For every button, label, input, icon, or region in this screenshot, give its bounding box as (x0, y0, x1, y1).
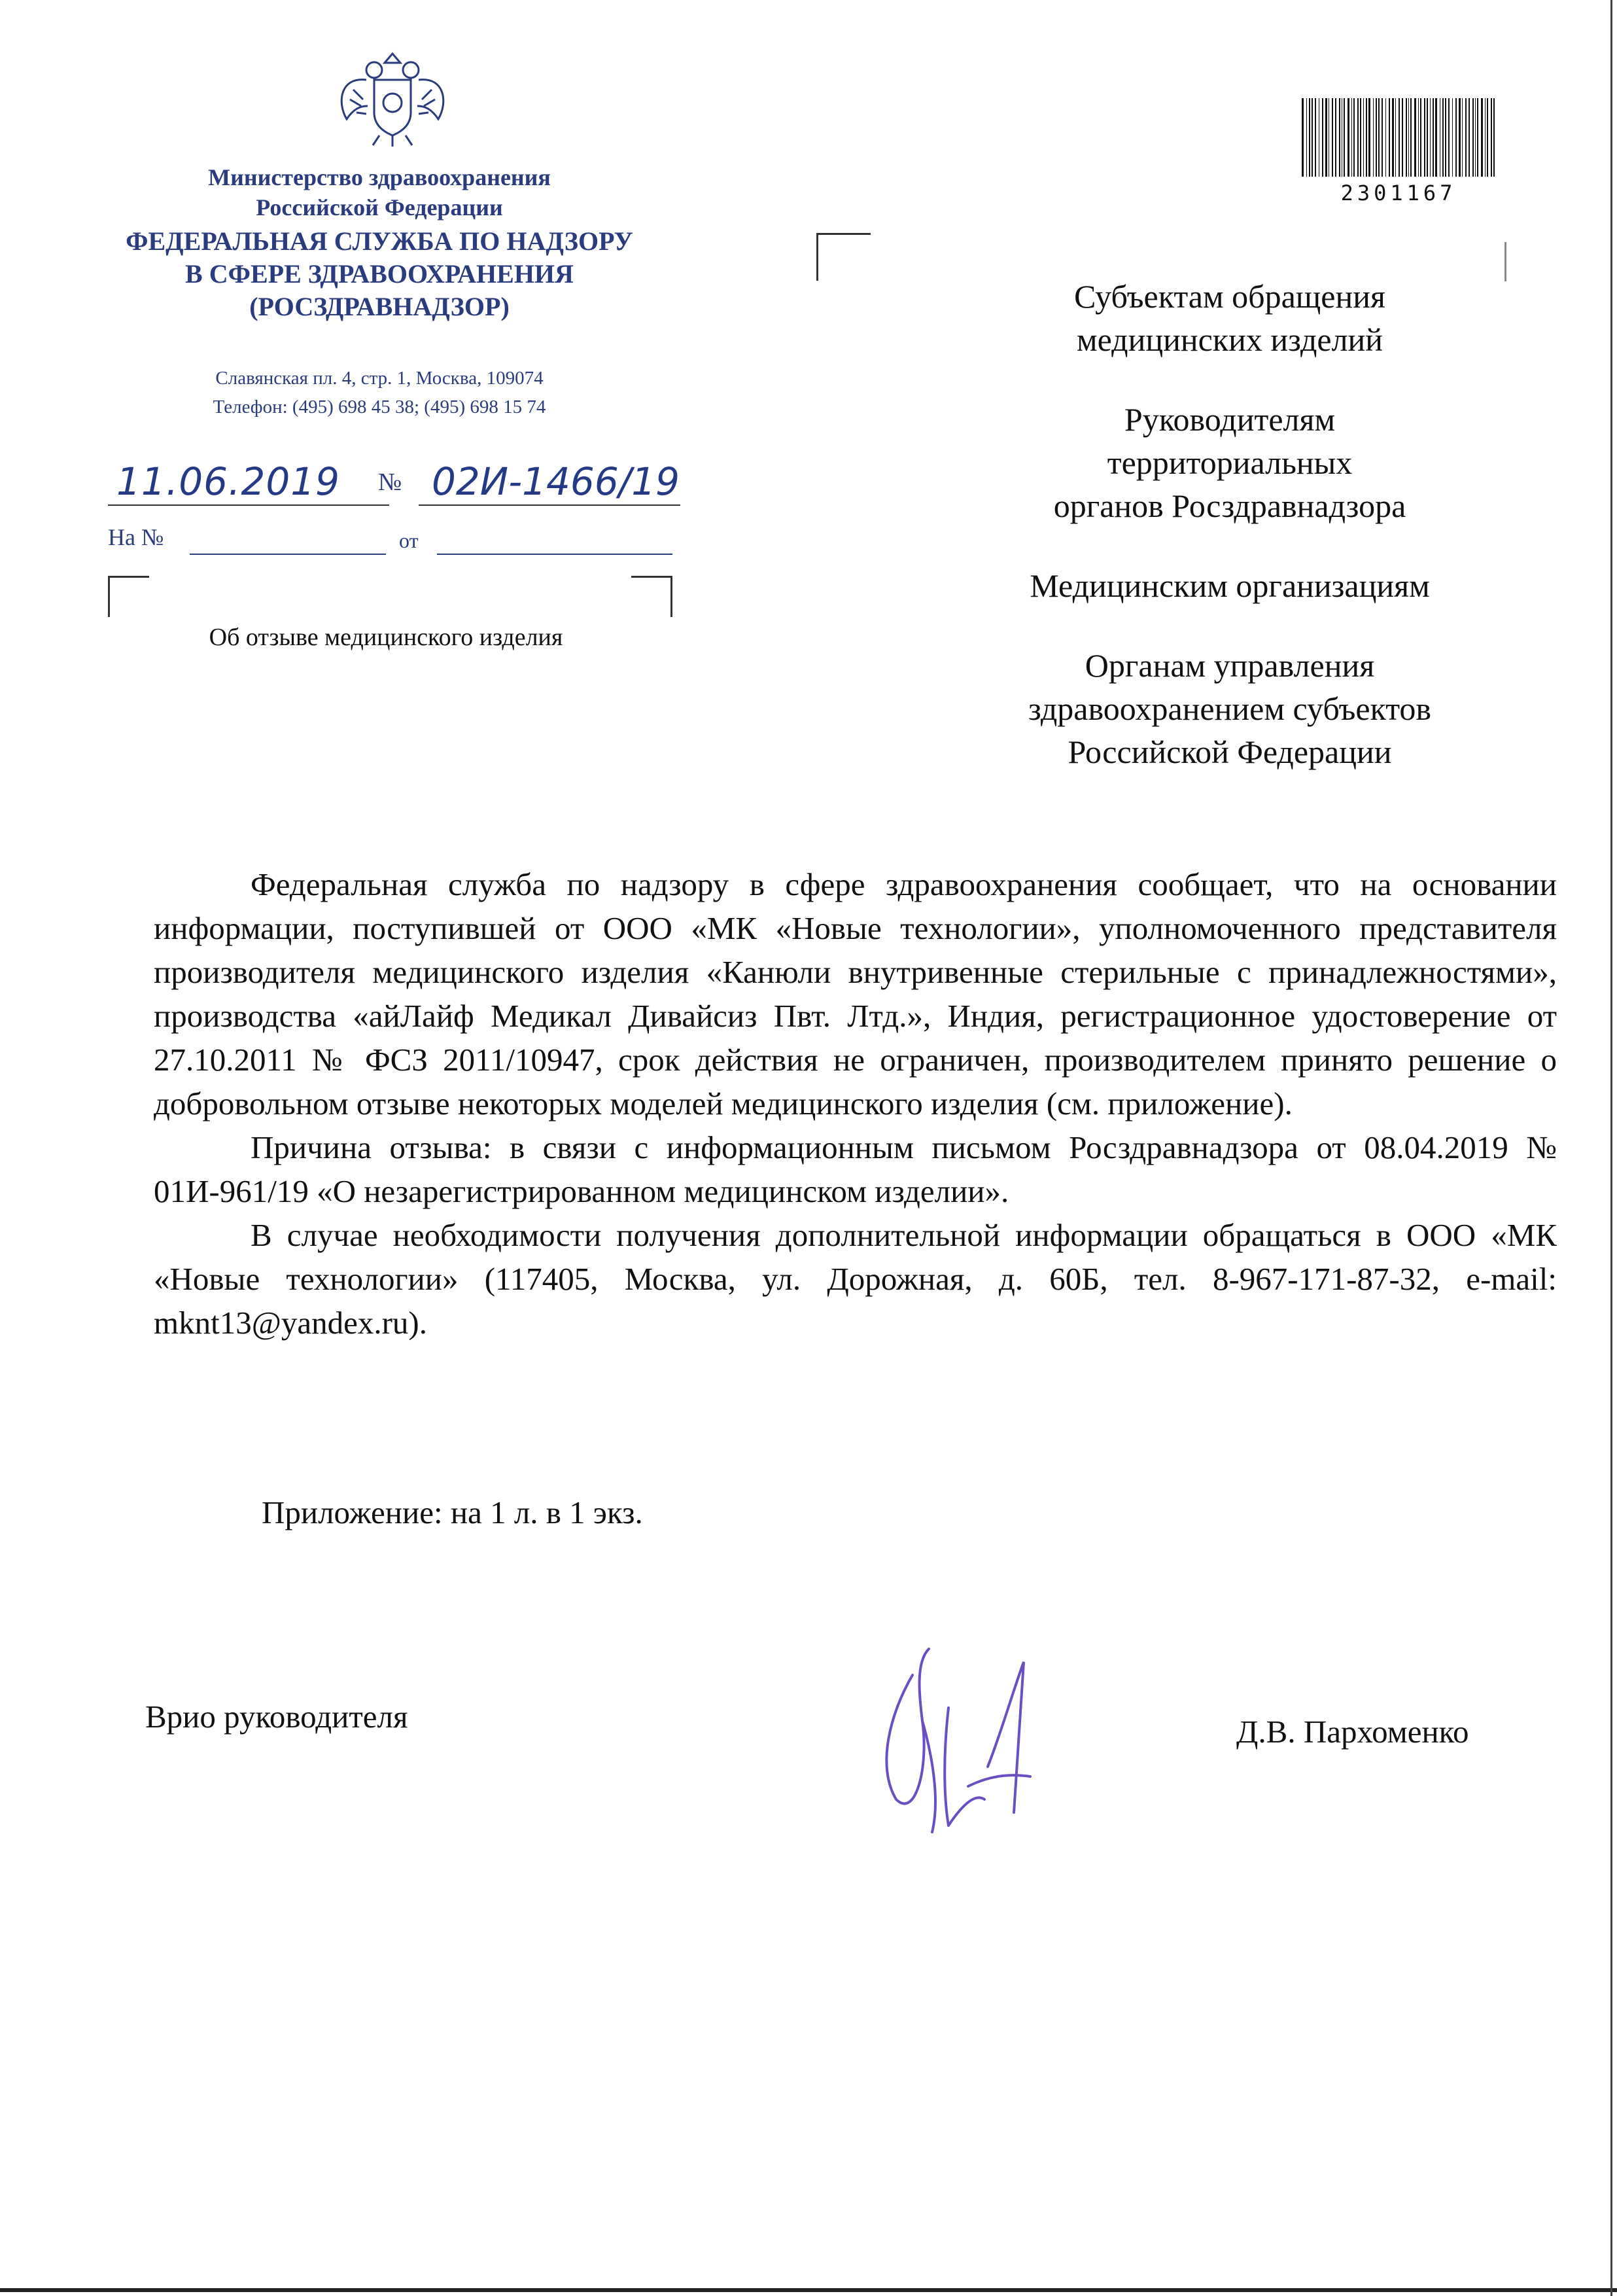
russian-coat-of-arms-icon (327, 41, 458, 152)
barcode-bar (1351, 98, 1352, 177)
barcode-bar (1455, 98, 1457, 177)
subject-bracket-left (108, 576, 149, 617)
reference-date-label: от (399, 529, 419, 552)
barcode-bar (1472, 98, 1474, 177)
barcode-bar (1430, 98, 1431, 177)
barcode-bar (1414, 98, 1416, 177)
barcode-bar (1322, 98, 1323, 177)
barcode-bar (1382, 98, 1383, 177)
scan-right-edge (1610, 0, 1612, 2296)
barcode-bar (1363, 98, 1364, 177)
barcode-bar (1395, 98, 1396, 177)
barcode-bar (1452, 98, 1453, 177)
scan-mark (1504, 242, 1506, 281)
barcode-bar (1408, 98, 1409, 177)
handwritten-signature-icon (850, 1636, 1060, 1845)
barcode-bar (1366, 98, 1367, 177)
barcode-bar (1312, 98, 1313, 177)
document-date: 11.06.2019 (116, 459, 341, 504)
barcode-bar (1357, 98, 1359, 177)
addressee-2 (981, 398, 1478, 527)
scan-bottom-edge (0, 2288, 1617, 2292)
address-line-1: Славянская пл. 4, стр. 1, Москва, 109074 (215, 368, 544, 389)
body-paragraph-3: В случае необходимости получения дополнительной информации обращаться в ООО «МК «Новые технологии» (117405, Москва, ул. Дорожная, д. 60Б, тел. 8-967-171-87-32, e-mail: mknt13@yandex.ru). (154, 1217, 1557, 1341)
addressee-line: территориальных (1107, 444, 1353, 481)
service-address (105, 364, 654, 421)
barcode-bar (1315, 98, 1316, 177)
barcode-bar (1493, 98, 1495, 177)
barcode-bar (1402, 98, 1403, 177)
barcode-bar (1406, 98, 1407, 177)
letter-subject: Об отзыве медицинского изделия (209, 624, 563, 651)
barcode-bar (1348, 98, 1349, 177)
signatory-role: Врио руководителя (145, 1699, 408, 1735)
addressee-line: Субъектам обращения (1074, 278, 1385, 315)
addressee-line: Руководителям (1124, 401, 1336, 438)
barcode-bar (1459, 98, 1461, 177)
addressee-line: Российской Федерации (1068, 733, 1392, 770)
barcode-bar (1373, 98, 1374, 177)
barcode-bar (1389, 98, 1390, 177)
barcode-bar (1420, 98, 1421, 177)
barcode-bar (1487, 98, 1488, 177)
document-number: 02И-1466/19 (432, 459, 680, 504)
address-line-2: Телефон: (495) 698 45 38; (495) 698 15 74 (213, 397, 546, 417)
barcode-bar (1392, 98, 1394, 177)
service-line-1: ФЕДЕРАЛЬНАЯ СЛУЖБА ПО НАДЗОРУ (126, 226, 633, 256)
addressee-block (981, 275, 1478, 810)
barcode-bar (1481, 98, 1483, 177)
barcode-bar (1427, 98, 1428, 177)
barcode-bar (1462, 98, 1463, 177)
barcode-bar (1485, 98, 1486, 177)
barcode-bar (1306, 98, 1307, 177)
reference-number-underline (190, 523, 386, 555)
barcode-bar (1435, 98, 1437, 177)
body-paragraph-1: Федеральная служба по надзору в сфере здравоохранения сообщает, что на основании информации, поступившей от ООО «МК «Новые технологии», уполномоченного представителя производителя медицинского изделия «Канюли внутривенные стерильные с принадлежностями», производства «айЛайф Медикал Дивайсиз Пвт. Лтд.», Индия, регистрационное удостоверение от 27.10.2011 № ФСЗ 2011/10947, срок действия не ограничен, производителем принято решение о добровольном отзыве некоторых моделей медицинского изделия (см. приложение). (154, 866, 1557, 1122)
subject-bracket-right (631, 576, 672, 617)
signatory-name: Д.В. Пархоменко (1236, 1714, 1469, 1750)
barcode-bar (1475, 98, 1476, 177)
barcode-bar (1477, 98, 1478, 177)
barcode-bar (1418, 98, 1419, 177)
barcode-bar (1445, 98, 1446, 177)
barcode-bar (1448, 98, 1450, 177)
body-paragraph-2: Причина отзыва: в связи с информационным письмом Росздравнадзора от 08.04.2019 № 01И-961/19 «О незарегистрированном медицинском изделии». (154, 1129, 1557, 1209)
barcode-bar (1442, 98, 1444, 177)
barcode-icon (1300, 98, 1497, 177)
barcode-bar (1335, 98, 1336, 177)
barcode-bar (1376, 98, 1377, 177)
ministry-line-1: Министерство здравоохранения (208, 164, 551, 190)
barcode-bar (1385, 98, 1386, 177)
attachment-note: Приложение: на 1 л. в 1 экз. (262, 1494, 643, 1530)
barcode-bar (1433, 98, 1434, 177)
barcode-bar (1353, 98, 1355, 177)
addressee-line: здравоохранением субъектов (1028, 690, 1432, 727)
addressee-line: Органам управления (1085, 647, 1375, 684)
barcode-bar (1368, 98, 1370, 177)
barcode-bar (1325, 98, 1327, 177)
barcode-bar (1378, 98, 1380, 177)
addressee-bracket (816, 233, 871, 281)
addressee-4 (981, 644, 1478, 773)
barcode-bar (1339, 98, 1340, 177)
ministry-line-2: Российской Федерации (256, 194, 503, 221)
addressee-line: органов Росздравнадзора (1053, 487, 1406, 524)
service-name (92, 225, 667, 323)
service-line-2: В СФЕРЕ ЗДРАВООХРАНЕНИЯ (185, 259, 574, 289)
ministry-name (105, 162, 654, 222)
service-line-3: (РОСЗДРАВНАДЗОР) (249, 292, 510, 321)
barcode-bar (1424, 98, 1425, 177)
barcode-number: 2301167 (1340, 181, 1457, 205)
reference-date-underline (437, 523, 672, 555)
barcode-bar (1410, 98, 1412, 177)
barcode-bar (1309, 98, 1310, 177)
addressee-1 (981, 275, 1478, 361)
reference-number-label: На № (108, 524, 164, 550)
barcode-bar (1360, 98, 1361, 177)
barcode-bar (1491, 98, 1492, 177)
barcode-bar (1302, 98, 1304, 177)
barcode-bar (1465, 98, 1467, 177)
addressee-line: медицинских изделий (1076, 321, 1383, 358)
barcode-bar (1332, 98, 1333, 177)
barcode-bar (1344, 98, 1345, 177)
barcode-bar (1469, 98, 1470, 177)
addressee-line: Медицинским организациям (1030, 567, 1430, 604)
letter-body (154, 862, 1557, 1345)
barcode-bar (1399, 98, 1400, 177)
addressee-3 (981, 564, 1478, 607)
number-label: № (378, 468, 402, 496)
